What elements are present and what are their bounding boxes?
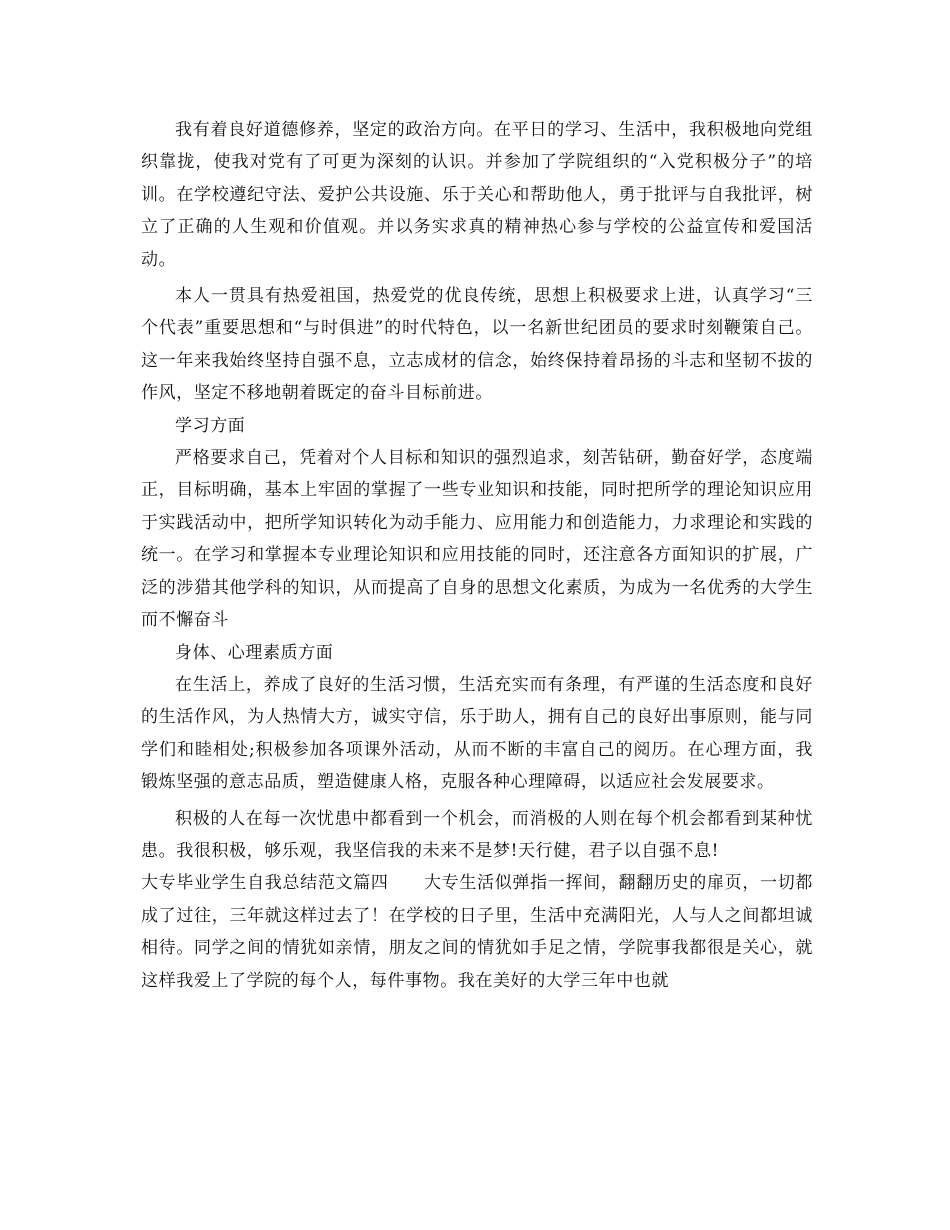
- paragraph-study: 严格要求自己，凭着对个人目标和知识的强烈追求，刻苦钻研，勤奋好学，态度端正，目标明确，基本上牢固的掌握了一些专业知识和技能，同时把所学的理论知识应用于实践活动中，把所学知识转化为动手能力、应用能力和创造能力，力求理论和实践的统一。在学习和掌握本专业理论知识和应用技能的同时，还注意各方面知识的扩展，广泛的涉猎其他学科的知识，从而提高了自身的思想文化素质，为成为一名优秀的大学生而不懈奋斗: [141, 448, 813, 631]
- paragraph-patriotism: 本人一贯具有热爱祖国，热爱党的优良传统，思想上积极要求上进，认真学习“三个代表”重要思想和“与时俱进”的时代特色，以一名新世纪团员的要求时刻鞭策自己。这一年来我始终坚持自强不息，立志成材的信念，始终保持着昂扬的斗志和坚韧不拔的作风，坚定不移地朝着既定的奋斗目标前进。: [141, 286, 813, 404]
- section-heading-study: 学习方面: [175, 415, 246, 436]
- paragraph-article-four: 大专毕业学生自我总结范文篇四 大专生活似弹指一挥间，翻翻历史的扉页，一切都成了过往，三年就这样过去了！在学校的日子里，生活中充满阳光，人与人之间都坦诚相待。同学之间的情犹如亲情，朋友之间的情犹如手足之情，学院事我都很是关心，就这样我爱上了学院的每个人，每件事物。我在美好的大学三年中也就: [141, 873, 813, 991]
- document-body: [141, 114, 813, 997]
- section-heading-physical-mental: 身体、心理素质方面: [175, 642, 334, 663]
- paragraph-life: 在生活上，养成了良好的生活习惯，生活充实而有条理，有严谨的生活态度和良好的生活作风，为人热情大方，诚实守信，乐于助人，拥有自己的良好出事原则，能与同学们和睦相处;积极参加各项课外活动，从而不断的丰富自己的阅历。在心理方面，我锻炼坚强的意志品质，塑造健康人格，克服各种心理障碍，以适应社会发展要求。: [141, 674, 813, 793]
- paragraph-moral-cultivation: 我有着良好道德修养，坚定的政治方向。在平日的学习、生活中，我积极地向党组织靠拢，使我对党有了可更为深刻的认识。并参加了学院组织的“入党积极分子”的培训。在学校遵纪守法、爱护公共设施、乐于关心和帮助他人，勇于批评与自我批评，树立了正确的人生观和价值观。并以务实求真的精神热心参与学校的公益宣传和爱国活动。: [141, 120, 813, 270]
- paragraph-optimism: 积极的人在每一次忧患中都看到一个机会，而消极的人则在每个机会都看到某种忧患。我很积极，够乐观，我坚信我的未来不是梦!天行健，君子以自强不息!: [141, 808, 813, 861]
